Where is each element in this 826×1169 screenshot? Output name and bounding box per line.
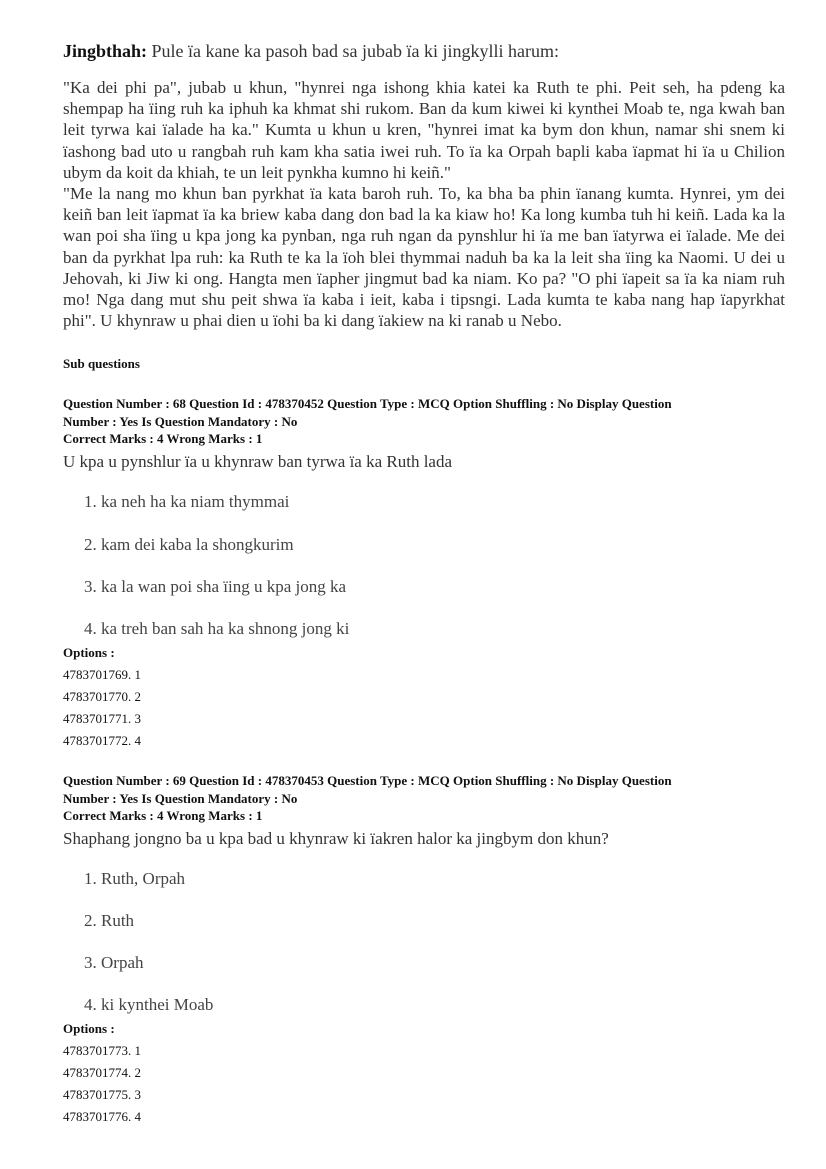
option-id-69-4: 4783701776. 4: [63, 1109, 141, 1124]
question-marks: Correct Marks : 4 Wrong Marks : 1: [63, 431, 263, 446]
question-meta-line-1: Question Number : 68 Question Id : 478370452 Question Type : MCQ Option Shuffling : No Display Question: [63, 396, 672, 411]
question-meta-line-2: Number : Yes Is Question Mandatory : No: [63, 790, 298, 806]
question-meta-68: [63, 395, 783, 448]
question-text-68: U kpa u pynshlur ïa u khynraw ban tyrwa ïa ka Ruth lada: [63, 452, 453, 471]
sub-questions-heading: Sub questions: [63, 356, 140, 371]
choice-69-2: 2. Ruth: [84, 911, 135, 930]
option-id-68-3: 4783701771. 3: [63, 711, 141, 726]
options-label-68: Options :: [63, 645, 115, 660]
option-id-69-3: 4783701775. 3: [63, 1087, 141, 1102]
instruction-label: Jingbthah:: [63, 41, 148, 61]
passage-paragraph-1: "Ka dei phi pa", jubab u khun, "hynrei nga ishong khia katei ka Ruth te phi. Peit seh, ha pdeng ka shempap ha ïing ruh ka iphuh ka khmat shi rukom. Ban da kum kiwei ki kynthei Moab te, nga kwah ban leit tyrwa kai ïalade ha ka." Kumta u khun u kren, "hynrei imat ka bym don khun, namar shi snem ki ïashong bad uto u rangbah ruh kam kha satia iwei ruh. To ïa ka Orpah bapli kaba ïapmat hi ïa u Chilion ubym da koit da khiah, te un leit pynkha kumno hi keiñ.": [63, 78, 785, 182]
choice-69-1: 1. Ruth, Orpah: [84, 869, 186, 888]
instruction-text: Pule ïa kane ka pasoh bad sa jubab ïa ki jingkylli harum:: [147, 41, 559, 61]
option-id-68-1: 4783701769. 1: [63, 667, 141, 682]
question-meta-line-2: Number : Yes Is Question Mandatory : No: [63, 413, 298, 429]
choice-68-2: 2. kam dei kaba la shongkurim: [84, 535, 294, 554]
choice-69-3: 3. Orpah: [84, 953, 144, 972]
option-id-68-4: 4783701772. 4: [63, 733, 141, 748]
question-meta-line-1: Question Number : 69 Question Id : 478370453 Question Type : MCQ Option Shuffling : No Display Question: [63, 773, 672, 788]
choice-68-4: 4. ka treh ban sah ha ka shnong jong ki: [84, 619, 350, 638]
option-id-68-2: 4783701770. 2: [63, 689, 141, 704]
passage-paragraph-2: "Me la nang mo khun ban pyrkhat ïa kata baroh ruh. To, ka bha ba phin ïanang kumta. Hynrei, ym dei keiñ ban leit ïapmat ïa ka briew kaba dang don bad la ka kiaw ho! Ka long kumba tuh hi keiñ. Lada ka la wan poi sha ïing u kpa jong ka pynban, nga ruh ngan da pynshlur hi ïa me ban ïatyrwa ei ïalade. Me dei ban da pyrkhat lpa ruh: ka Ruth te ka la ïoh blei thymmai naduh ba ka la leit sha ïing ka Naomi. U dei u Jehovah, ki Jiw ki ong. Hangta men ïapher jingmut bad ka niam. Ko pa? "O phi ïapeit sa ïa ka niam ruh mo! Nga dang mut shu peit shwa ïa kaba i ieit, kaba i tipsngi. Lada kumta te kaba nang hap ïapyrkhat phi". U khynraw u phai dien u ïohi ba ki dang ïakiew na ki ranab u Nebo.: [63, 184, 785, 331]
question-meta-69: [63, 772, 783, 825]
instruction: [63, 40, 763, 62]
choice-69-4: 4. ki kynthei Moab: [84, 995, 214, 1014]
options-label-69: Options :: [63, 1021, 115, 1036]
question-marks: Correct Marks : 4 Wrong Marks : 1: [63, 808, 263, 823]
option-id-69-1: 4783701773. 1: [63, 1043, 141, 1058]
question-text-69: Shaphang jongno ba u kpa bad u khynraw ki ïakren halor ka jingbym don khun?: [63, 829, 609, 848]
choice-68-1: 1. ka neh ha ka niam thymmai: [84, 492, 290, 511]
option-id-69-2: 4783701774. 2: [63, 1065, 141, 1080]
choice-68-3: 3. ka la wan poi sha ïing u kpa jong ka: [84, 577, 347, 596]
passage: [63, 77, 785, 331]
